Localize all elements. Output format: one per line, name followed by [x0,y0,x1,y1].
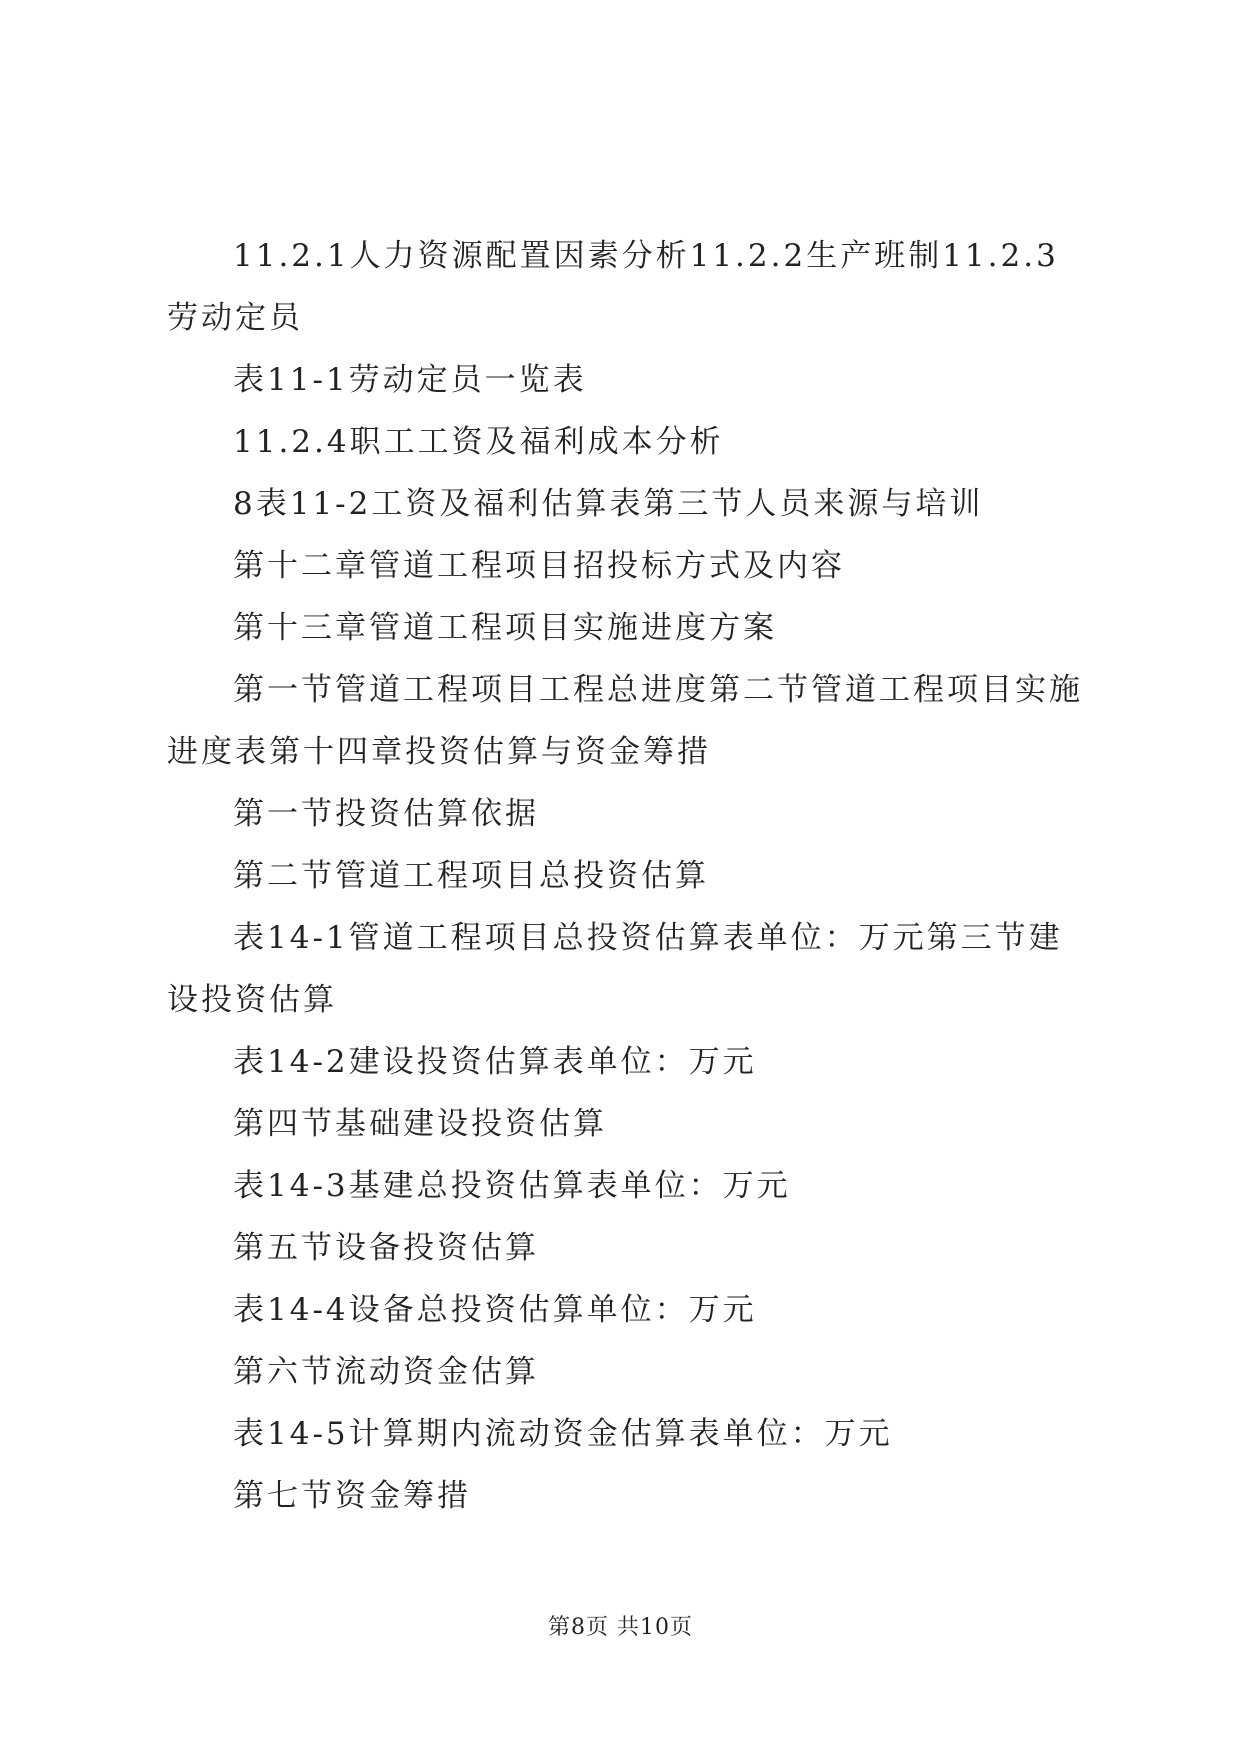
paragraph: 表11-1劳动定员一览表 [233,362,587,398]
paragraph: 表14-3基建总投资估算表单位：万元 [233,1168,791,1204]
document-body [167,225,1087,1527]
paragraph: 表14-1管道工程项目总投资估算表单位：万元第三节建设投资估算 [167,920,1063,1018]
paragraph: 第一节投资估算依据 [233,796,539,832]
paragraph: 第四节基础建设投资估算 [233,1106,607,1142]
paragraph: 表14-2建设投资估算表单位：万元 [233,1044,757,1080]
paragraph: 第二节管道工程项目总投资估算 [233,858,709,894]
paragraph: 表14-5计算期内流动资金估算表单位：万元 [233,1416,893,1452]
paragraph: 11.2.4职工工资及福利成本分析 [233,424,724,460]
paragraph: 第十二章管道工程项目招投标方式及内容 [233,548,845,584]
paragraph: 11.2.1人力资源配置因素分析11.2.2生产班制11.2.3劳动定员 [167,238,1059,336]
paragraph: 第七节资金筹措 [233,1478,471,1514]
paragraph: 第六节流动资金估算 [233,1354,539,1390]
paragraph: 8表11-2工资及福利估算表第三节人员来源与培训 [233,486,984,522]
page-number-footer: 第8页 共10页 [548,1615,693,1640]
paragraph: 第一节管道工程项目工程总进度第二节管道工程项目实施进度表第十四章投资估算与资金筹措 [167,672,1083,770]
paragraph: 第十三章管道工程项目实施进度方案 [233,610,777,646]
paragraph: 表14-4设备总投资估算单位：万元 [233,1292,757,1328]
paragraph: 第五节设备投资估算 [233,1230,539,1266]
